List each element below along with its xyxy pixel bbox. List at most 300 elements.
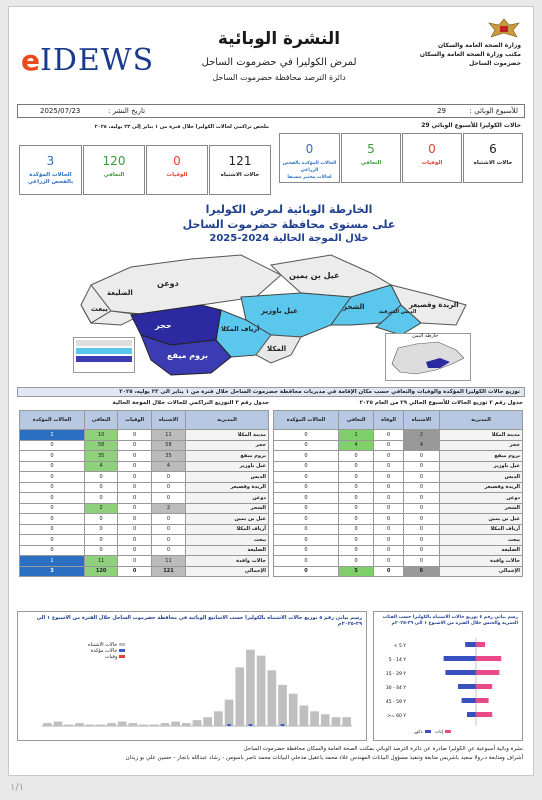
age-tick-label: < 5 Y: [393, 644, 406, 649]
bar-suspected-week-19: [235, 667, 244, 726]
value-cell: 0: [151, 493, 185, 504]
bar-suspected-week-9: [129, 723, 138, 726]
ministry-line-3: حضرموت الساحل: [469, 60, 521, 67]
value-cell: 0: [85, 514, 118, 525]
age-chart-legend: [414, 730, 451, 735]
table-row: [274, 472, 523, 483]
value-cell: 0: [274, 556, 339, 567]
legend-swatch-2: [76, 356, 132, 362]
map-label-doan: دوعن: [157, 279, 179, 288]
value-cell: 0: [118, 440, 152, 451]
footer-line-2: أشراف ومتابعة د.رولا سعيد باشريس متابعة وتنفيذ مسؤول البيانات المهندس علاء محمد باعقيل مدخلي البيانات محمد ناصر باسومن - رشاد عبدالله بانجار - حسين علي بو زيدان: [125, 755, 523, 761]
value-cell: 0: [274, 545, 339, 556]
col-header: التعافي: [85, 411, 118, 430]
cum-card-deaths: [146, 145, 208, 195]
cum-stats-cards: [19, 145, 271, 195]
bar-suspected-week-21: [257, 656, 266, 726]
logo-text: IDEWS: [40, 43, 155, 78]
value-cell: 0: [374, 440, 404, 451]
value-cell: 0: [151, 545, 185, 556]
district-cell: حجر: [440, 440, 523, 451]
value-cell: 10: [85, 430, 118, 441]
col-header: الحالات المؤكدة: [20, 411, 85, 430]
legend-suspected: حالات الاشتباه: [88, 642, 125, 648]
value-cell: 0: [118, 503, 152, 514]
value-cell: 0: [339, 556, 374, 567]
value-cell: 0: [151, 514, 185, 525]
value-cell: 0: [374, 493, 404, 504]
value-cell: 0: [118, 514, 152, 525]
value-cell: 5: [339, 566, 374, 577]
bar-suspected-week-5: [86, 725, 95, 726]
value-cell: 0: [151, 524, 185, 535]
table-row: [274, 566, 523, 577]
table-row: [274, 461, 523, 472]
table-row: [274, 535, 523, 546]
table-row: [20, 493, 269, 504]
district-cell: يبعث: [440, 535, 523, 546]
yemen-emblem: [371, 17, 521, 41]
col-header: المديرية: [440, 411, 523, 430]
district-cell: غيل بن يمين: [186, 514, 269, 525]
value-cell: 0: [403, 461, 439, 472]
table-row: [274, 514, 523, 525]
value-cell: 0: [403, 524, 439, 535]
age-tick-label: 30 - 44 Y: [385, 686, 406, 691]
value-cell: 0: [20, 545, 85, 556]
value-cell: 120: [85, 566, 118, 577]
table-row: [274, 430, 523, 441]
district-cell: الإجمالي: [186, 566, 269, 577]
value-cell: 0: [374, 451, 404, 462]
weekly-chart-title: رسم بياني رقم ٥ توزيع حالات الاشتباه بالكوليرا حسب الاسابيع الوبائية في محافظة حضرموت الساحل خلال الفترة من الاسبوع ١ الى ٢٩-٢٠٢٥م: [36, 615, 362, 627]
week-value: 29: [437, 107, 446, 115]
info-bar: [17, 104, 525, 118]
map-label-shihr: الشحر: [343, 303, 365, 311]
bar-suspected-week-4: [75, 723, 84, 726]
value-cell: 0: [374, 472, 404, 483]
weekly-chart-panel: [17, 611, 367, 741]
value-cell: 0: [85, 524, 118, 535]
value-cell: 0: [339, 535, 374, 546]
value-cell: 35: [151, 451, 185, 462]
district-cell: الضليعة: [186, 545, 269, 556]
bar-female-2: [476, 670, 499, 675]
bar-suspected-week-6: [96, 725, 105, 726]
table-row: [274, 556, 523, 567]
value-cell: 0: [274, 482, 339, 493]
district-cell: حجر: [186, 440, 269, 451]
value-cell: 0: [118, 472, 152, 483]
district-cell: حالات وافدة: [186, 556, 269, 567]
cum-card-suspected: [209, 145, 271, 195]
eidews-logo: [21, 43, 171, 83]
bar-male-5: [467, 712, 476, 717]
district-cell: الديس: [186, 472, 269, 483]
bar-female-1: [476, 656, 501, 661]
value-cell: 0: [20, 493, 85, 504]
logo-letter: e: [21, 44, 40, 77]
bar-suspected-week-24: [289, 694, 298, 726]
district-cell: حالات وافدة: [440, 556, 523, 567]
district-cell: بروم ميفع: [440, 451, 523, 462]
legend-confirmed: حالات مؤكدة: [88, 648, 125, 654]
value-cell: 11: [85, 556, 118, 567]
value-cell: 0: [118, 461, 152, 472]
value-cell: 0: [274, 430, 339, 441]
table-row: [274, 545, 523, 556]
district-cell: غيل باوزير: [440, 461, 523, 472]
value-cell: 0: [20, 503, 85, 514]
weekly-chart-svg: [22, 630, 362, 738]
card-value: 0: [428, 142, 436, 156]
table-weekly-title: جدول رقم ٢ توزيع الحالات للأسبوع الحالي ٢٩ من العام ٢٠٢٥: [359, 400, 523, 406]
district-cell: مدينة المكلا: [440, 430, 523, 441]
date-label: تاريخ النشر :: [108, 107, 146, 115]
district-cell: دوعن: [186, 493, 269, 504]
bar-suspected-week-13: [171, 722, 180, 726]
card-value: 6: [489, 142, 497, 156]
legend-female: إناث: [434, 730, 444, 735]
bulletin-title: النشرة الوبائية: [217, 29, 341, 49]
value-cell: 0: [403, 545, 439, 556]
card-label: الوفيات: [421, 160, 443, 166]
week-label: للأسبوع الوبائي :: [469, 107, 518, 115]
value-cell: 0: [20, 535, 85, 546]
district-cell: الإجمالي: [440, 566, 523, 577]
value-cell: 0: [403, 503, 439, 514]
bulletin-footer: [23, 745, 523, 763]
value-cell: 2: [20, 430, 85, 441]
bulletin-department: دائرة الترصد محافظة حضرموت الساحل: [212, 73, 346, 82]
value-cell: 0: [118, 535, 152, 546]
ministry-line-1: وزارة الصحة العامة والسكان: [438, 42, 521, 49]
bar-suspected-week-8: [118, 722, 127, 726]
col-header: التعافي: [339, 411, 374, 430]
bar-suspected-week-12: [161, 723, 170, 726]
map-label-arif-mukalla: أرياف المكلا: [221, 325, 260, 333]
week-card-suspected: [463, 133, 523, 183]
bar-suspected-week-22: [267, 670, 276, 726]
district-cell: غيل باوزير: [186, 461, 269, 472]
card-label: الوفيات: [166, 172, 188, 178]
table-row: [274, 451, 523, 462]
ministry-block: [371, 17, 521, 68]
value-cell: 121: [151, 566, 185, 577]
col-header: الوفيات: [118, 411, 152, 430]
value-cell: 0: [374, 514, 404, 525]
value-cell: 0: [403, 556, 439, 567]
table-row: [20, 545, 269, 556]
value-cell: 0: [374, 430, 404, 441]
table-row: [20, 566, 269, 577]
card-label: الحالات المؤكدة: [29, 172, 72, 178]
value-cell: 2: [403, 430, 439, 441]
district-cell: يبعث: [186, 535, 269, 546]
footer-line-1: نشرة وبائية أسبوعية عن الكوليرا صادرة عن دائرة الترصد الوبائي بمكتب الصحة العامة والسكان محافظة حضرموت الساحل: [243, 746, 523, 752]
value-cell: 0: [20, 440, 85, 451]
legend-swatch-0: [76, 340, 132, 346]
value-cell: 0: [339, 461, 374, 472]
age-chart-svg: [376, 636, 522, 736]
value-cell: 0: [20, 482, 85, 493]
district-cell: أرياف المكلا: [440, 524, 523, 535]
bar-suspected-week-1: [43, 723, 52, 726]
card-value: 0: [305, 142, 314, 156]
value-cell: 0: [374, 545, 404, 556]
bar-suspected-week-14: [182, 723, 191, 726]
value-cell: 0: [274, 503, 339, 514]
value-cell: 0: [274, 472, 339, 483]
district-cell: بروم ميفع: [186, 451, 269, 462]
value-cell: 0: [339, 503, 374, 514]
legend-swatch-1: [76, 348, 132, 354]
card-label: حالات الاشتباه: [220, 172, 260, 178]
bar-suspected-week-10: [139, 725, 148, 726]
table-row: [274, 482, 523, 493]
table-row: [20, 556, 269, 567]
district-cell: أرياف المكلا: [186, 524, 269, 535]
col-header: الحالات المؤكدة: [274, 411, 339, 430]
col-header: المديرية: [186, 411, 269, 430]
value-cell: 58: [151, 440, 185, 451]
value-cell: 0: [118, 524, 152, 535]
legend-deaths: وفيات: [88, 654, 125, 660]
value-cell: 0: [339, 482, 374, 493]
district-cell: الديس: [440, 472, 523, 483]
table-row: [20, 461, 269, 472]
district-cell: الضليعة: [440, 545, 523, 556]
table-cum-title: جدول رقم ٣ التوزيع التراكمي للحالات خلال الموجة الحالية: [112, 400, 269, 406]
week-stats-cards: [279, 133, 523, 183]
value-cell: 4: [85, 461, 118, 472]
table-row: [20, 514, 269, 525]
value-cell: 0: [118, 545, 152, 556]
week-card-deaths: [402, 133, 462, 183]
value-cell: 0: [339, 451, 374, 462]
bulletin-page: [8, 6, 534, 776]
date-value: 2025/07/23: [40, 107, 81, 115]
value-cell: 4: [151, 461, 185, 472]
card-label: التعافي: [360, 160, 382, 166]
value-cell: 0: [374, 482, 404, 493]
age-tick-label: 45 - 59 Y: [385, 700, 406, 705]
bar-male-1: [444, 656, 476, 661]
bar-suspected-week-28: [332, 717, 341, 726]
value-cell: 0: [339, 524, 374, 535]
map-label-dis: الديس الشرقية: [379, 309, 417, 315]
bar-suspected-week-29: [342, 717, 351, 726]
map-label-ghayl-bin-yamin: غيل بن يمين: [289, 271, 340, 280]
table-row: [20, 503, 269, 514]
bar-female-5: [476, 712, 492, 717]
value-cell: 0: [403, 472, 439, 483]
value-cell: 0: [151, 472, 185, 483]
value-cell: 4: [339, 440, 374, 451]
bar-suspected-week-2: [54, 722, 63, 726]
card-value: 0: [173, 154, 181, 168]
value-cell: 0: [374, 566, 404, 577]
age-tick-label: 15 - 29 Y: [385, 672, 406, 677]
inset-label: خارطة اليمن: [412, 333, 439, 339]
value-cell: 0: [339, 472, 374, 483]
district-cell: الشحر: [440, 503, 523, 514]
map-legend: [73, 337, 135, 373]
cum-stats-title: ملخص تراكمي لحالات الكوليرا خلال فترة من ١ يناير إلى ٢٣ يوليه، ٢٠٢٥: [94, 124, 269, 130]
map-label-raydah: الريدة وقصيعر: [409, 301, 459, 309]
value-cell: 0: [20, 451, 85, 462]
bar-suspected-week-23: [278, 685, 287, 726]
value-cell: 0: [339, 493, 374, 504]
district-cell: الريدة وقصيعر: [186, 482, 269, 493]
table-weekly: [273, 410, 523, 577]
value-cell: 0: [274, 440, 339, 451]
bar-confirmed-week-20: [249, 724, 253, 726]
age-tick-label: 5 - 14 Y: [388, 658, 406, 663]
value-cell: 0: [85, 472, 118, 483]
value-cell: 0: [85, 545, 118, 556]
value-cell: 0: [151, 482, 185, 493]
value-cell: 0: [20, 472, 85, 483]
bar-suspected-week-25: [300, 705, 309, 726]
table-row: [20, 472, 269, 483]
value-cell: 1: [339, 430, 374, 441]
value-cell: 0: [118, 482, 152, 493]
week-card-recovered: [341, 133, 401, 183]
bar-suspected-week-18: [225, 700, 234, 726]
bar-male-4: [462, 698, 476, 703]
district-cell: غيل بن يمين: [440, 514, 523, 525]
bar-confirmed-week-18: [227, 724, 231, 726]
card-value: 3: [46, 154, 55, 168]
value-cell: 0: [85, 482, 118, 493]
value-cell: 1: [20, 556, 85, 567]
table-row: [20, 535, 269, 546]
value-cell: 0: [20, 524, 85, 535]
value-cell: 0: [118, 566, 152, 577]
value-cell: 0: [274, 535, 339, 546]
section-title: توزيع حالات الكوليرا المؤكدة والوفيات والتعافي حسب مكان الإقامة في مديريات محافظة حضرموت الساحل خلال فترة من ١ يناير الى ٢٣ يوليه، ٢٠٢٥: [17, 387, 525, 397]
value-cell: 0: [151, 535, 185, 546]
col-header: الاشتباه: [403, 411, 439, 430]
table-header-row: [274, 411, 523, 430]
card-value: 120: [102, 154, 126, 168]
card-label: التعافي: [103, 172, 125, 178]
map-title-1: الخارطة الوبائية لمرض الكوليرا: [205, 203, 373, 216]
week-stats-title: حالات الكوليرا للأسبوع الوبائي 29: [421, 122, 521, 129]
map-label-yabuth: يبعث: [91, 305, 108, 313]
table-row: [20, 482, 269, 493]
bar-female-0: [476, 642, 485, 647]
value-cell: 0: [374, 461, 404, 472]
card-label: الحالات المؤكدة بالفحص الزراعي: [282, 161, 337, 173]
bar-suspected-week-17: [214, 711, 223, 726]
map-label-ghayl-bawazir: غيل باوزير: [261, 307, 298, 315]
card-label-2: لحالات مختبر مسبقا: [287, 175, 332, 180]
bar-suspected-week-3: [64, 725, 73, 726]
value-cell: 0: [403, 451, 439, 462]
value-cell: 6: [403, 566, 439, 577]
bar-male-3: [458, 684, 476, 689]
value-cell: 35: [85, 451, 118, 462]
value-cell: 0: [403, 535, 439, 546]
value-cell: 0: [403, 514, 439, 525]
value-cell: 0: [374, 524, 404, 535]
value-cell: 0: [374, 556, 404, 567]
value-cell: 0: [274, 451, 339, 462]
value-cell: 11: [151, 556, 185, 567]
value-cell: 0: [274, 493, 339, 504]
map-label-mukalla: المكلا: [267, 345, 287, 353]
map-label-broom: بروم ميفع: [167, 351, 209, 360]
bar-suspected-week-27: [321, 714, 330, 726]
map-label-dhulaia: الضليعة: [107, 289, 133, 297]
table-row: [20, 440, 269, 451]
value-cell: 58: [85, 440, 118, 451]
table-row: [20, 524, 269, 535]
table-row: [274, 493, 523, 504]
value-cell: 0: [274, 524, 339, 535]
bar-suspected-week-16: [203, 717, 212, 726]
value-cell: 0: [339, 545, 374, 556]
value-cell: 2: [151, 503, 185, 514]
value-cell: 2: [85, 503, 118, 514]
bar-female-3: [476, 684, 492, 689]
age-chart-panel: [373, 611, 523, 741]
value-cell: 0: [403, 482, 439, 493]
eagle-emblem-icon: [487, 17, 521, 41]
legend-male: ذكور: [414, 730, 423, 735]
value-cell: 0: [274, 566, 339, 577]
value-cell: 0: [339, 514, 374, 525]
value-cell: 0: [20, 461, 85, 472]
table-row: [20, 430, 269, 441]
value-cell: 4: [403, 440, 439, 451]
col-header: الوفاة: [374, 411, 404, 430]
age-tick-label: >= 60 Y: [387, 714, 406, 719]
card-value: 121: [228, 154, 252, 168]
age-chart-title: رسم بياني رقم ٤ توزيع حالات الاشتباه بالكوليرا حسب الفئات العمرية والجنس خلال الفترة من الاسبوع ١ الى ٢٩-٢٠٢٥م: [382, 615, 518, 626]
value-cell: 0: [20, 514, 85, 525]
yemen-inset-map: [385, 333, 471, 381]
bar-suspected-week-20: [246, 650, 255, 726]
page-number: ١/١: [10, 782, 25, 793]
bar-confirmed-week-23: [281, 724, 285, 726]
district-cell: الريدة وقصيعر: [440, 482, 523, 493]
district-cell: الشحر: [186, 503, 269, 514]
district-cell: مدينة المكلا: [186, 430, 269, 441]
table-header-row: [20, 411, 269, 430]
map-label-hajar: حجر: [155, 321, 172, 330]
table-cumulative: [19, 410, 269, 577]
value-cell: 0: [374, 535, 404, 546]
bar-female-4: [476, 698, 489, 703]
value-cell: 0: [118, 493, 152, 504]
col-header: الاشتباه: [151, 411, 185, 430]
value-cell: 0: [118, 556, 152, 567]
ministry-line-2: مكتب وزارة الصحة العامة والسكان: [419, 51, 521, 58]
bar-suspected-week-15: [193, 720, 202, 726]
cum-card-recovered: [83, 145, 145, 195]
value-cell: 0: [274, 461, 339, 472]
value-cell: 0: [374, 503, 404, 514]
value-cell: 0: [85, 535, 118, 546]
value-cell: 0: [85, 493, 118, 504]
bulletin-subtitle: لمرض الكوليرا في حضرموت الساحل: [201, 57, 357, 68]
bar-male-2: [445, 670, 476, 675]
table-row: [20, 451, 269, 462]
bar-suspected-week-7: [107, 723, 116, 726]
